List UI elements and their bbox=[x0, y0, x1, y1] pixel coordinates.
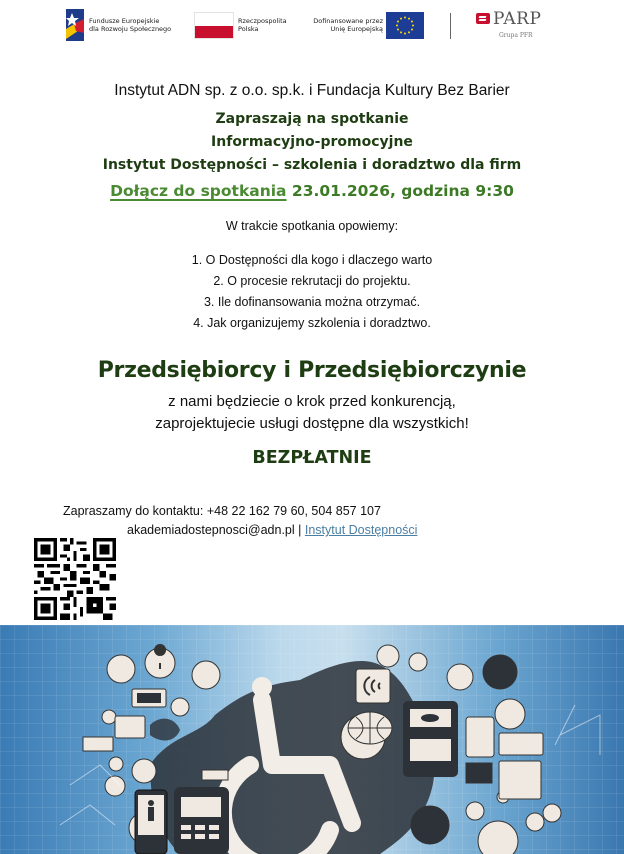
pitch-line-2: zaprojektujecie usługi dostępne dla wszystkich! bbox=[155, 415, 469, 432]
free-of-charge-label: BEZPŁATNIE bbox=[252, 448, 372, 468]
invite-line-3: Instytut Dostępności – szkolenia i doradztwo dla firm bbox=[102, 157, 522, 173]
contact-email-link[interactable]: akademiadostepnosci@adn.pl bbox=[127, 523, 295, 537]
parp-logo-icon bbox=[476, 13, 490, 24]
pitch-line-1: z nami będziecie o krok przed konkurencją, bbox=[168, 393, 456, 410]
agenda-item: 4. Jak organizujemy szkolenia i doradztwo. bbox=[193, 316, 431, 330]
eu-line1: Dofinansowane przez bbox=[313, 17, 383, 25]
invite-line-1: Zapraszają na spotkanie bbox=[215, 111, 409, 127]
agenda-item: 2. O procesie rekrutacji do projektu. bbox=[213, 274, 411, 288]
poland-line1: Rzeczpospolita bbox=[238, 17, 287, 25]
poland-flag-icon bbox=[194, 12, 234, 39]
target-audience-headline: Przedsiębiorcy i Przedsiębiorczynie bbox=[97, 358, 527, 383]
meeting-date-time: 23.01.2026, godzina 9:30 bbox=[286, 182, 514, 200]
poland-line2: Polska bbox=[238, 25, 259, 33]
agenda-list bbox=[0, 250, 624, 334]
person-icon bbox=[148, 800, 154, 806]
invite-line-2: Informacyjno-promocyjne bbox=[211, 134, 413, 150]
phone-icon bbox=[135, 790, 167, 854]
eu-line2: Unię Europejską bbox=[330, 25, 383, 33]
poland-logo-text bbox=[238, 17, 287, 33]
european-funds-logo-text bbox=[89, 17, 171, 33]
european-funds-logo-icon bbox=[66, 9, 84, 41]
eu-cofinanced-text bbox=[303, 17, 383, 33]
institute-website-link[interactable]: Instytut Dostępności bbox=[304, 523, 418, 537]
agenda-item: 3. Ile dofinansowania można otrzymać. bbox=[203, 295, 421, 309]
european-funds-line1: Fundusze Europejskie bbox=[89, 17, 160, 25]
european-funds-line2: dla Rozwoju Społecznego bbox=[89, 25, 172, 33]
sponsor-logo-bar bbox=[0, 0, 624, 50]
qr-code-icon[interactable] bbox=[34, 538, 116, 620]
contact-email-line bbox=[127, 523, 417, 537]
parp-logo-text: PARP bbox=[493, 9, 542, 29]
globe-icon bbox=[348, 712, 392, 744]
contact-phone-line: Zapraszamy do kontaktu: +48 22 162 79 60, 504 857 107 bbox=[63, 504, 381, 518]
join-meeting-line bbox=[0, 182, 624, 200]
parp-logo-subtitle: Grupa PFR bbox=[499, 32, 533, 39]
accessibility-illustration bbox=[0, 625, 624, 854]
agenda-title: W trakcie spotkania opowiemy: bbox=[225, 219, 399, 233]
join-meeting-link[interactable]: Dołącz do spotkania bbox=[110, 182, 287, 200]
agenda-item: 1. O Dostępności dla kogo i dlaczego warto bbox=[191, 253, 433, 267]
logo-divider bbox=[450, 13, 451, 39]
eu-flag-icon bbox=[386, 12, 424, 39]
eye-icon bbox=[421, 714, 439, 722]
organizers-line: Instytut ADN sp. z o.o. sp.k. i Fundacja Kultury Bez Barier bbox=[114, 82, 510, 99]
contact-separator: | bbox=[294, 523, 305, 537]
